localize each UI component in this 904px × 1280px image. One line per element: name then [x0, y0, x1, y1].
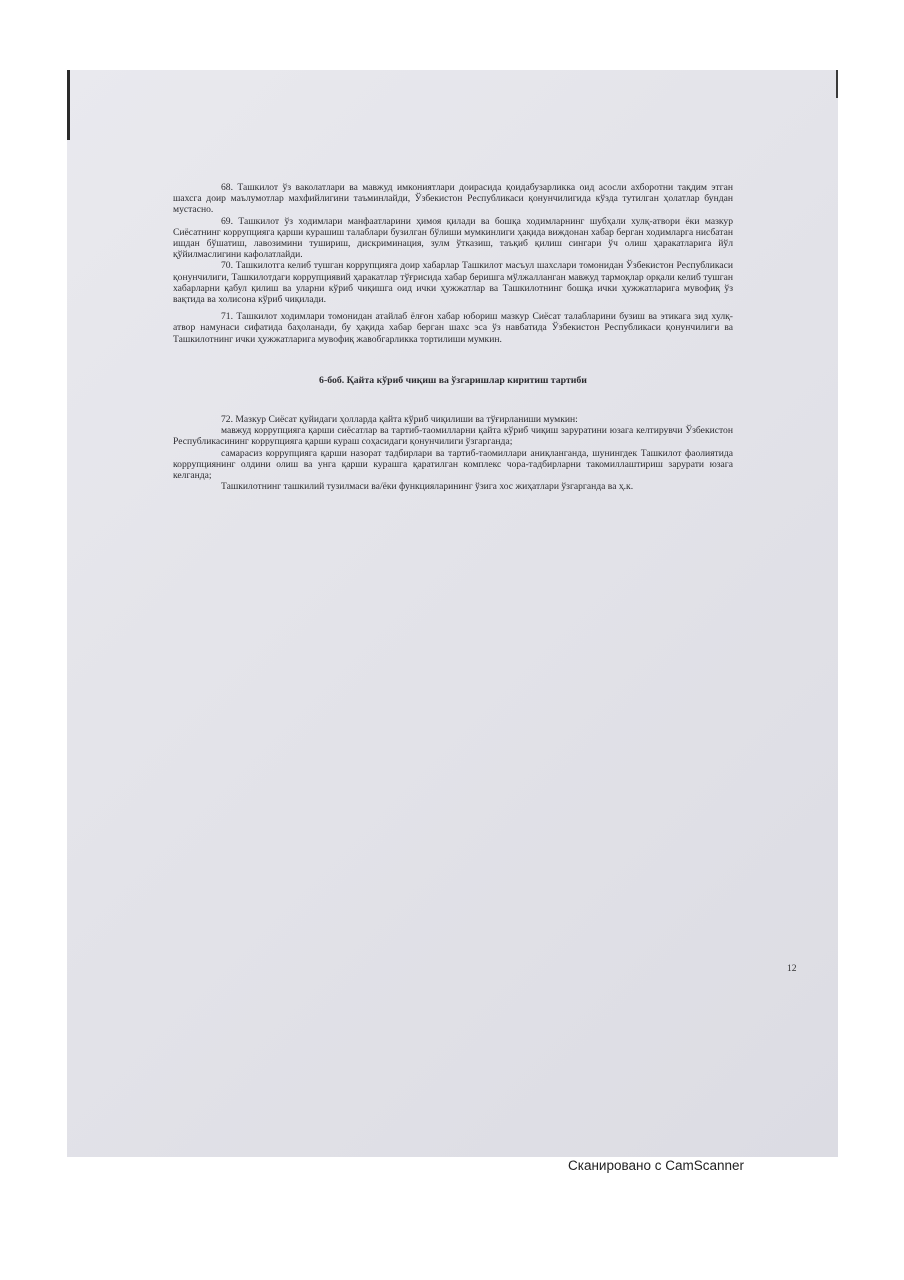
- list-item-control-measures: самарасиз коррупцияга қарши назорат тадбирлари ва тартиб-таомиллари аниқланганда, шунингдек Ташкилот фаолиятида коррупциянинг олдини олиш ва унга қарши курашга қаратилган комплекс чора-тадбирларни такомиллаштириш зарурати юзага келганда;: [173, 447, 733, 482]
- document-body: [173, 182, 733, 492]
- scan-edge-left: [67, 70, 70, 140]
- paragraph-72: 72. Мазкур Сиёсат қуйидаги ҳолларда қайта кўриб чиқилиши ва тўғирланиши мумкин:: [221, 414, 578, 426]
- paragraph-70: 70. Ташкилотга келиб тушган коррупцияга доир хабарлар Ташкилот масъул шахслари томонидан Ўзбекистон Республикаси қонунчилиги, Ташкилотдаги коррупциявий ҳаракатлар тўғрисида хабар беришга мўлжалланган мавжуд тармоқлар орқали келиб тушган хабарларни қабул қилиш ва уларни кўриб чиқишга оид ички ҳужжатлар ва Ташкилотнинг бошқа ички ҳужжатларига мувофиқ ўз вақтида ва холисона кўриб чиқилади.: [173, 260, 733, 306]
- list-item-structure-change: Ташкилотнинг ташкилий тузилмаси ва/ёки функцияларининг ўзига хос жиҳатлари ўзгарганда ва ҳ.к.: [221, 481, 634, 493]
- page-number: 12: [787, 963, 797, 974]
- scanned-page: [67, 70, 838, 1157]
- chapter-title: 6-боб. Қайта кўриб чиқиш ва ўзгаришлар киритиш тартиби: [319, 374, 587, 386]
- paragraph-69: 69. Ташкилот ўз ходимлари манфаатларини ҳимоя қилади ва бошқа ходимларнинг шубҳали хулқ-атвори ёки мазкур Сиёсатнинг коррупцияга қарши курашиш талаблари бузилган бўлиши мумкинлиги ҳақида виждонан хабар берган ходимларга нисбатан ишдан бўшатиш, лавозимини тушириш, дискриминация, зулм ўтказиш, таъқиб қилиш сингари ўч олиш ҳаракатларига йўл қўйилмаслигини кафолатлайди.: [173, 215, 733, 261]
- list-item-legislation: мавжуд коррупцияга қарши сиёсатлар ва тартиб-таомилларни қайта кўриб чиқиш заруратини юзага келтирувчи Ўзбекистон Республикасининг коррупцияга қарши кураш соҳасидаги қонунчилиги ўзгарганда;: [173, 425, 733, 448]
- scanner-watermark: Сканировано с CamScanner: [568, 1158, 745, 1173]
- paragraph-71: 71. Ташкилот ходимлари томонидан атайлаб ёлғон хабар юбориш мазкур Сиёсат талабларини бузиш ва этикага зид хулқ-атвор намунаси сифатида баҳоланади, бу ҳақида хабар берган шахс эса ўз навбатида Ўзбекистон Республикаси қонунчилиги ва Ташкилотнинг ички ҳужжатларига мувофиқ жавобгарликка тортилиши мумкин.: [173, 311, 733, 345]
- paragraph-68: 68. Ташкилот ўз ваколатлари ва мавжуд имкониятлари доирасида қоидабузарликка оид асосли ахборотни тақдим этган шахсга доир маълумотлар махфийлигини таъминлайди, Ўзбекистон Республикаси қонунчилигида кўзда тутилган ҳолатлар бундан мустасно.: [173, 182, 733, 216]
- scan-edge-right: [836, 70, 838, 98]
